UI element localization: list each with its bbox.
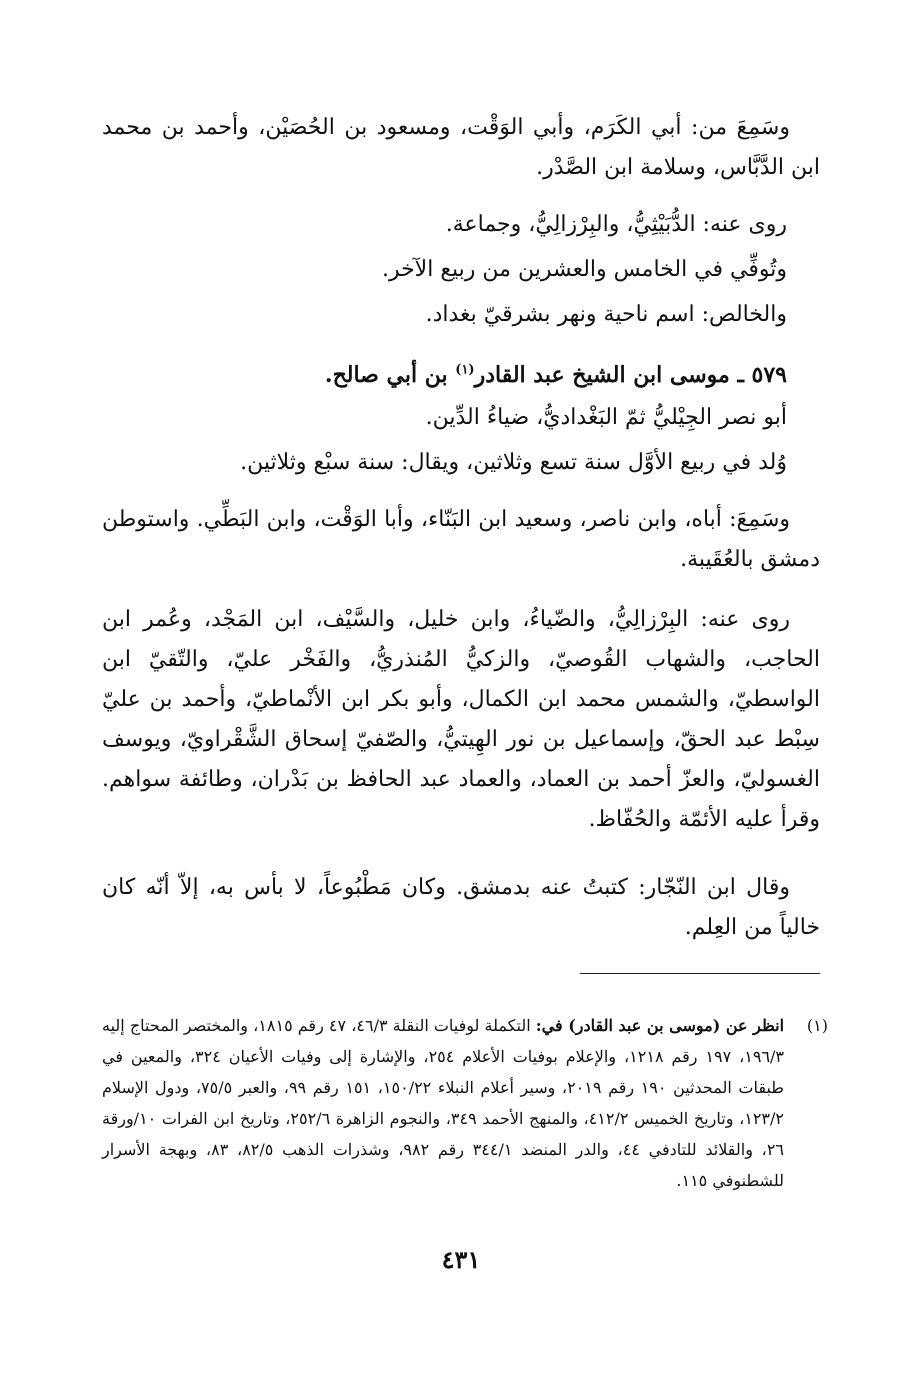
footnote-reference: (١) bbox=[455, 362, 475, 378]
paragraph-death-date: وتُوفِّي في الخامس والعشرين من ربيع الآخر. bbox=[381, 257, 787, 282]
footnote-separator bbox=[580, 973, 820, 974]
page-number: ٤٣١ bbox=[441, 1245, 481, 1274]
entry-heading bbox=[325, 355, 787, 395]
paragraph-heard-from: وسَمِعَ من: أبي الكَرَم، وأبي الوَقْت، ومسعود بن الحُصَيْن، وأحمد بن محمد ابن الدَّبَّاس، وسلامة ابن الصَّدْر. bbox=[102, 115, 820, 180]
footnote-lead: انظر عن (موسى بن عبد القادر) في: bbox=[535, 1016, 785, 1035]
paragraph-narrated-by: روى عنه: الدُّبَيْثِيُّ، والبِرْزالِيُّ، وجماعة. bbox=[445, 212, 787, 237]
paragraph-birth: وُلد في ربيع الأوَّل سنة تسع وثلاثين، ويقال: سنة سبْع وثلاثين. bbox=[240, 450, 787, 475]
footnote-text bbox=[102, 1010, 784, 1196]
footnote-sources: التكملة لوفيات النقلة ٤٦/٣، ٤٧ رقم ١٨١٥، والمختصر المحتاج إليه ١٩٦/٣، ١٩٧ رقم ١٢١٨، والإعلام بوفيات الأعلام ٢٥٤، والإشارة إلى وفيات الأعيان ٣٢٤، والمعين في طبقات المحدثين ١٩٠ رقم ٢٠١٩، وسير أعلام النبلاء ١٥٠/٢٢، ١٥١ رقم ٩٩، والعبر ٧٥/٥، ودول الإسلام ١٢٣/٢، وتاريخ الخميس ٤١٢/٢، والمنهج الأحمد ٣٤٩، والنجوم الزاهرة ٢٥٢/٦، وتاريخ ابن الفرات ١٠/ورقة ٢٦، والقلائد للتادفي ٤٤، والدر المنضد ٣٤٤/١ رقم ٩٨٢، وشذرات الذهب ٨٢/٥، ٨٣، وبهجة الأسرار للشطنوفي ١١٥. bbox=[102, 1016, 785, 1190]
paragraph-students: روى عنه: البِرْزالِيُّ، والضّياءُ، وابن خليل، والسَّيْف، ابن المَجْد، وعُمر ابن الحاجب، والشهاب القُوصيّ، والزكيُّ المُنذريُّ، والفَخْر عليّ، والتّقيّ ابن الواسطيّ، والشمس محمد ابن الكمال، وأبو بكر ابن الأنْماطيّ، وأحمد بن عليّ سِبْط عبد الحقّ، وإسماعيل بن نور الهِيتيُّ، والصّفيّ إسحاق الشَّقْراويّ، ويوسف الغسوليّ، والعزّ أحمد بن العماد، والعماد عبد الحافظ بن بَدْران، وطائفة سواهم. وقرأ عليه الأئمّة والحُفّاظ. bbox=[102, 607, 820, 832]
paragraph-ibn-najjar: وقال ابن النّجّار: كتبتُ عنه بدمشق. وكان مَطْبُوعاً، لا بأس به، إلاّ أنّه كان خالياً من العِلم. bbox=[102, 875, 820, 940]
entry-heading-name: ٥٧٩ ـ موسى ابن الشيخ عبد القادر bbox=[474, 362, 787, 388]
paragraph-kunya: أبو نصر الجِيْليُّ ثمّ البَغْداديُّ، ضياءُ الدِّين. bbox=[425, 405, 787, 430]
entry-heading-tail: بن أبي صالح. bbox=[324, 362, 456, 388]
footnote bbox=[102, 1010, 828, 1196]
paragraph-place-note: والخالص: اسم ناحية ونهر بشرقيّ بغداد. bbox=[425, 302, 787, 327]
footnote-marker: (١) bbox=[806, 1016, 828, 1035]
paragraph-teachers: وسَمِعَ: أباه، وابن ناصر، وسعيد ابن البَنّاء، وأبا الوَقْت، وابن البَطِّي. واستوطن دمشق بالعُقَيبة. bbox=[102, 507, 820, 572]
